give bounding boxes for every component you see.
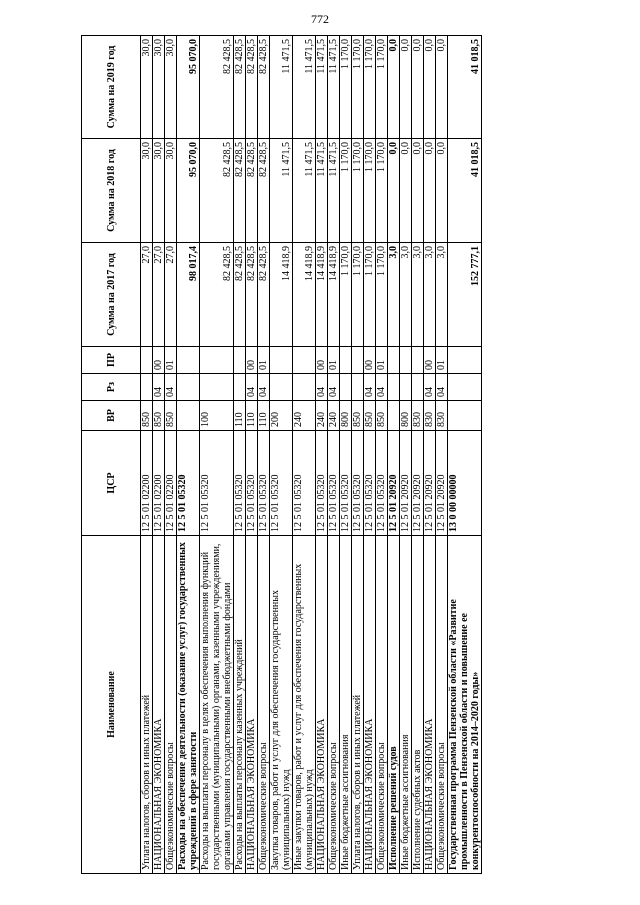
cell-rz: 04	[376, 374, 388, 401]
table-row	[316, 36, 328, 874]
cell-rz: 04	[364, 374, 376, 401]
cell-sum-2017: 82 428,5	[234, 243, 246, 347]
cell-sum-2017: 1 170,0	[352, 243, 364, 347]
cell-rz	[270, 374, 293, 401]
cell-sum-2018: 11 471,5	[270, 139, 293, 243]
cell-csr: 12 5 01 05320	[258, 431, 270, 536]
cell-name: Общеэкономические вопросы	[258, 536, 270, 874]
cell-sum-2018: 11 471,5	[293, 139, 316, 243]
cell-sum-2017: 27,0	[153, 243, 165, 347]
table-row	[376, 36, 388, 874]
header-rz: Рз	[82, 374, 141, 401]
cell-sum-2017: 82 428,5	[258, 243, 270, 347]
cell-name: НАЦИОНАЛЬНАЯ ЭКОНОМИКА	[153, 536, 165, 874]
cell-vr: 800	[400, 401, 412, 431]
cell-pr: 01	[165, 347, 177, 374]
cell-sum-2018: 30,0	[141, 139, 153, 243]
cell-csr: 12 5 01 05320	[376, 431, 388, 536]
page-number: 772	[311, 12, 329, 26]
cell-pr	[400, 347, 412, 374]
cell-name: Общеэкономические вопросы	[436, 536, 448, 874]
cell-pr	[293, 347, 316, 374]
cell-rz	[448, 374, 482, 401]
cell-sum-2018: 30,0	[165, 139, 177, 243]
cell-pr: 01	[328, 347, 340, 374]
cell-vr: 850	[141, 401, 153, 431]
table-row	[246, 36, 258, 874]
cell-rz	[177, 374, 200, 401]
cell-sum-2018: 82 428,5	[234, 139, 246, 243]
cell-sum-2019: 1 170,0	[376, 36, 388, 139]
cell-rz: 04	[436, 374, 448, 401]
cell-sum-2018: 0,0	[388, 139, 400, 243]
cell-vr: 850	[352, 401, 364, 431]
cell-sum-2017: 1 170,0	[364, 243, 376, 347]
table-row	[328, 36, 340, 874]
cell-name: НАЦИОНАЛЬНАЯ ЭКОНОМИКА	[316, 536, 328, 874]
cell-pr	[234, 347, 246, 374]
cell-sum-2019: 30,0	[165, 36, 177, 139]
cell-sum-2019: 30,0	[153, 36, 165, 139]
budget-table	[81, 35, 482, 874]
cell-pr	[340, 347, 352, 374]
cell-csr: 12 5 01 05320	[340, 431, 352, 536]
cell-name: НАЦИОНАЛЬНАЯ ЭКОНОМИКА	[424, 536, 436, 874]
table-row	[400, 36, 412, 874]
cell-name: Расходы на выплаты персоналу в целях обеспечения выполнения функций государственными (муниципальными) органами, казенными учреждениями, органами управления государственными внебюджетными фондами	[200, 536, 234, 874]
cell-vr: 240	[293, 401, 316, 431]
table-row	[293, 36, 316, 874]
header-sum-2019: Сумма на 2019 год	[82, 36, 141, 139]
cell-sum-2018: 1 170,0	[352, 139, 364, 243]
cell-csr: 12 5 01 05320	[352, 431, 364, 536]
cell-vr: 200	[270, 401, 293, 431]
cell-csr: 12 5 01 02200	[153, 431, 165, 536]
header-row	[82, 36, 141, 874]
cell-sum-2017: 14 418,9	[316, 243, 328, 347]
cell-sum-2018: 1 170,0	[376, 139, 388, 243]
cell-vr: 830	[436, 401, 448, 431]
cell-sum-2018: 0,0	[424, 139, 436, 243]
cell-vr: 850	[153, 401, 165, 431]
cell-csr: 12 5 01 20920	[436, 431, 448, 536]
cell-sum-2019: 1 170,0	[364, 36, 376, 139]
cell-sum-2019: 30,0	[141, 36, 153, 139]
table-row	[165, 36, 177, 874]
cell-pr	[352, 347, 364, 374]
cell-csr: 13 0 00 00000	[448, 431, 482, 536]
cell-sum-2019: 82 428,5	[234, 36, 246, 139]
cell-sum-2017: 152 777,1	[448, 243, 482, 347]
table-row	[388, 36, 400, 874]
cell-pr	[141, 347, 153, 374]
cell-sum-2018: 1 170,0	[340, 139, 352, 243]
cell-name: Иные закупки товаров, работ и услуг для обеспечения государственных (муниципальных) нужд	[293, 536, 316, 874]
cell-sum-2018: 82 428,5	[246, 139, 258, 243]
cell-sum-2019: 0,0	[400, 36, 412, 139]
cell-sum-2017: 98 017,4	[177, 243, 200, 347]
table-row	[177, 36, 200, 874]
cell-sum-2019: 11 471,5	[270, 36, 293, 139]
table-row	[141, 36, 153, 874]
cell-vr	[448, 401, 482, 431]
cell-rz: 04	[328, 374, 340, 401]
cell-sum-2018: 0,0	[436, 139, 448, 243]
cell-sum-2019: 95 070,0	[177, 36, 200, 139]
cell-name: НАЦИОНАЛЬНАЯ ЭКОНОМИКА	[364, 536, 376, 874]
cell-name: Расходы на выплаты персоналу казенных учреждений	[234, 536, 246, 874]
cell-pr	[200, 347, 234, 374]
cell-sum-2019: 0,0	[412, 36, 424, 139]
cell-sum-2017: 27,0	[165, 243, 177, 347]
cell-pr: 00	[153, 347, 165, 374]
table-row	[364, 36, 376, 874]
cell-name: Уплата налогов, сборов и иных платежей	[352, 536, 364, 874]
cell-csr: 12 5 01 02200	[141, 431, 153, 536]
table-row	[258, 36, 270, 874]
cell-pr: 01	[258, 347, 270, 374]
cell-csr: 12 5 01 02200	[165, 431, 177, 536]
cell-sum-2018: 30,0	[153, 139, 165, 243]
cell-rz: 04	[246, 374, 258, 401]
cell-rz	[400, 374, 412, 401]
rotated-table-container	[81, 36, 561, 874]
cell-rz: 04	[153, 374, 165, 401]
cell-rz: 04	[258, 374, 270, 401]
cell-csr: 12 5 01 20920	[424, 431, 436, 536]
cell-vr: 240	[328, 401, 340, 431]
cell-name: Общеэкономические вопросы	[376, 536, 388, 874]
cell-name: Исполнение решений судов	[388, 536, 400, 874]
cell-rz	[412, 374, 424, 401]
cell-sum-2017: 3,0	[388, 243, 400, 347]
cell-pr	[270, 347, 293, 374]
cell-rz	[141, 374, 153, 401]
cell-sum-2017: 14 418,9	[328, 243, 340, 347]
cell-sum-2018: 1 170,0	[364, 139, 376, 243]
cell-rz	[293, 374, 316, 401]
cell-vr: 110	[258, 401, 270, 431]
cell-sum-2019: 82 428,5	[258, 36, 270, 139]
cell-csr: 12 5 01 05320	[246, 431, 258, 536]
cell-sum-2019: 82 428,5	[200, 36, 234, 139]
cell-sum-2019: 0,0	[424, 36, 436, 139]
cell-pr	[412, 347, 424, 374]
cell-pr	[177, 347, 200, 374]
cell-csr: 12 5 01 05320	[316, 431, 328, 536]
cell-name: Иные бюджетные ассигнования	[340, 536, 352, 874]
cell-pr: 00	[364, 347, 376, 374]
cell-pr: 01	[376, 347, 388, 374]
cell-sum-2019: 11 471,5	[328, 36, 340, 139]
cell-pr: 01	[436, 347, 448, 374]
cell-sum-2019: 11 471,5	[316, 36, 328, 139]
cell-sum-2017: 1 170,0	[340, 243, 352, 347]
cell-pr: 00	[424, 347, 436, 374]
table-row	[352, 36, 364, 874]
header-pr: ПР	[82, 347, 141, 374]
cell-sum-2017: 82 428,5	[246, 243, 258, 347]
cell-rz	[200, 374, 234, 401]
table-row	[270, 36, 293, 874]
cell-vr: 830	[412, 401, 424, 431]
cell-rz	[388, 374, 400, 401]
cell-name: Государственная программа Пензенской области «Развитие промышленности в Пензенской области и повышение ее конкурентоспособности на 2014–2020 годы»	[448, 536, 482, 874]
table-row	[340, 36, 352, 874]
cell-sum-2018: 95 070,0	[177, 139, 200, 243]
cell-sum-2017: 3,0	[400, 243, 412, 347]
cell-csr: 12 5 01 20920	[400, 431, 412, 536]
cell-vr: 240	[316, 401, 328, 431]
cell-sum-2018: 0,0	[412, 139, 424, 243]
cell-sum-2017: 1 170,0	[376, 243, 388, 347]
table-row	[436, 36, 448, 874]
table-row	[412, 36, 424, 874]
cell-sum-2018: 41 018,5	[448, 139, 482, 243]
cell-vr: 110	[246, 401, 258, 431]
cell-csr: 12 5 01 20920	[388, 431, 400, 536]
cell-name: Иные бюджетные ассигнования	[400, 536, 412, 874]
cell-name: НАЦИОНАЛЬНАЯ ЭКОНОМИКА	[246, 536, 258, 874]
cell-sum-2019: 1 170,0	[340, 36, 352, 139]
cell-csr: 12 5 01 20920	[412, 431, 424, 536]
cell-sum-2017: 3,0	[424, 243, 436, 347]
cell-sum-2019: 0,0	[436, 36, 448, 139]
table-row	[153, 36, 165, 874]
cell-csr: 12 5 01 05320	[328, 431, 340, 536]
header-vr: ВР	[82, 401, 141, 431]
table-row	[234, 36, 246, 874]
cell-sum-2017: 27,0	[141, 243, 153, 347]
cell-name: Уплата налогов, сборов и иных платежей	[141, 536, 153, 874]
cell-vr	[388, 401, 400, 431]
cell-pr: 00	[316, 347, 328, 374]
cell-rz	[352, 374, 364, 401]
header-sum-2017: Сумма на 2017 год	[82, 243, 141, 347]
cell-vr: 800	[340, 401, 352, 431]
cell-sum-2018: 82 428,5	[258, 139, 270, 243]
header-sum-2018: Сумма на 2018 год	[82, 139, 141, 243]
cell-rz: 04	[424, 374, 436, 401]
table-row	[200, 36, 234, 874]
cell-rz: 04	[316, 374, 328, 401]
cell-name: Исполнение судебных актов	[412, 536, 424, 874]
cell-sum-2018: 11 471,5	[316, 139, 328, 243]
cell-csr: 12 5 01 05320	[364, 431, 376, 536]
cell-pr: 00	[246, 347, 258, 374]
table-row	[424, 36, 436, 874]
cell-sum-2017: 3,0	[436, 243, 448, 347]
cell-name: Общеэкономические вопросы	[165, 536, 177, 874]
cell-sum-2019: 82 428,5	[246, 36, 258, 139]
cell-pr	[448, 347, 482, 374]
cell-vr: 850	[376, 401, 388, 431]
cell-sum-2017: 14 418,9	[293, 243, 316, 347]
cell-rz	[234, 374, 246, 401]
cell-sum-2018: 82 428,5	[200, 139, 234, 243]
cell-csr: 12 5 01 05320	[177, 431, 200, 536]
cell-name: Общеэкономические вопросы	[328, 536, 340, 874]
cell-name: Расходы на обеспечение деятельности (оказание услуг) государственных учреждений в сфере занятости	[177, 536, 200, 874]
cell-sum-2017: 3,0	[412, 243, 424, 347]
cell-sum-2019: 41 018,5	[448, 36, 482, 139]
table-row	[448, 36, 482, 874]
cell-rz: 04	[165, 374, 177, 401]
cell-vr: 850	[165, 401, 177, 431]
header-csr: ЦСР	[82, 431, 141, 536]
cell-sum-2017: 82 428,5	[200, 243, 234, 347]
cell-csr: 12 5 01 05320	[270, 431, 293, 536]
cell-vr: 110	[234, 401, 246, 431]
cell-vr	[177, 401, 200, 431]
cell-vr: 830	[424, 401, 436, 431]
cell-vr: 100	[200, 401, 234, 431]
header-name: Наименование	[82, 536, 141, 874]
cell-rz	[340, 374, 352, 401]
cell-sum-2017: 14 418,9	[270, 243, 293, 347]
cell-sum-2018: 0,0	[400, 139, 412, 243]
cell-csr: 12 5 01 05320	[234, 431, 246, 536]
cell-sum-2018: 11 471,5	[328, 139, 340, 243]
cell-sum-2019: 11 471,5	[293, 36, 316, 139]
cell-pr	[388, 347, 400, 374]
cell-vr: 850	[364, 401, 376, 431]
cell-name: Закупка товаров, работ и услуг для обеспечения государственных (муниципальных) нужд	[270, 536, 293, 874]
cell-sum-2019: 0,0	[388, 36, 400, 139]
cell-csr: 12 5 01 05320	[200, 431, 234, 536]
table-body	[141, 36, 482, 874]
cell-csr: 12 5 01 05320	[293, 431, 316, 536]
cell-sum-2019: 1 170,0	[352, 36, 364, 139]
